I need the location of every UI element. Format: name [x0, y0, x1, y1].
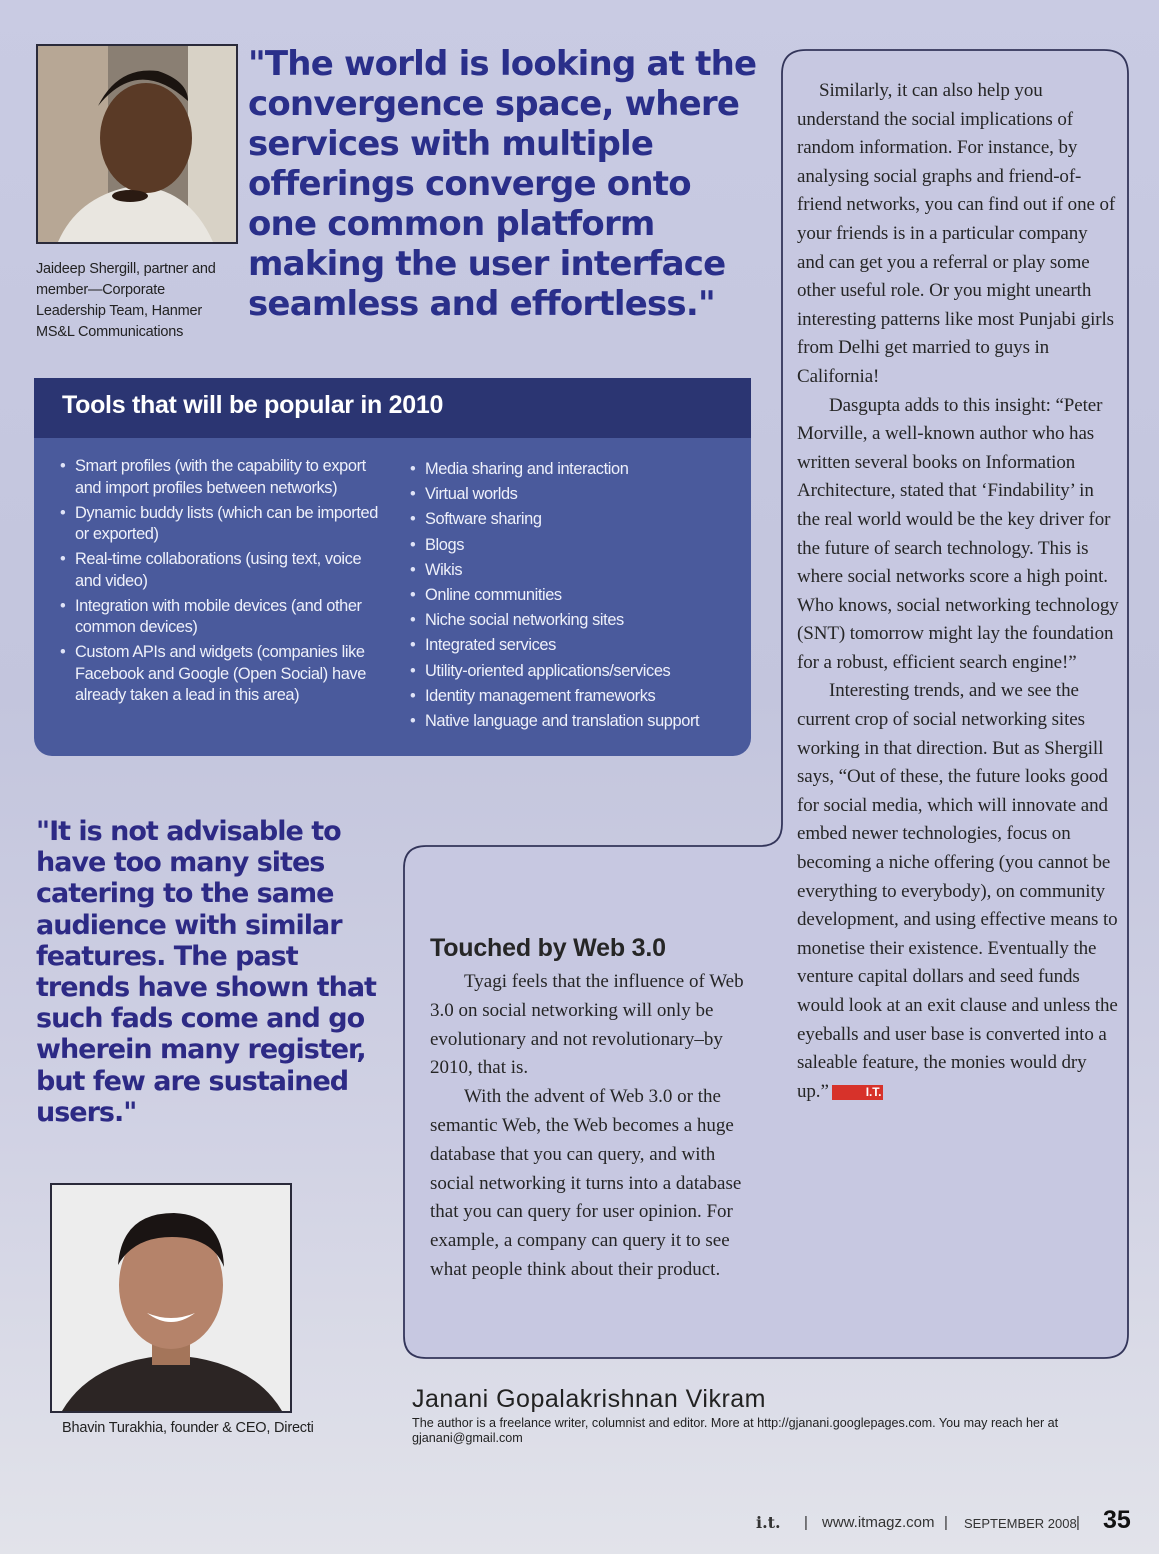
list-item: • Custom APIs and widgets (companies like Facebook and Google (Open Social) have already taken a lead in this area)	[60, 642, 380, 707]
bottom-pull-quote: "It is not advisable to have too many sites catering to the same audience with similar features. The past trends have shown that such fads come and go wherein many register, but few are sustained users."	[36, 816, 376, 1128]
list-item: • Integrated services	[410, 635, 740, 657]
author-name: Janani Gopalakrishnan Vikram	[412, 1385, 767, 1413]
list-item: • Real-time collaborations (using text, voice and video)	[60, 549, 380, 592]
list-item: • Software sharing	[410, 509, 740, 531]
list-item: • Identity management frameworks	[410, 686, 740, 708]
footer-separator: |	[804, 1514, 808, 1531]
tools-list-left	[60, 456, 380, 710]
paragraph: With the advent of Web 3.0 or the semantic Web, the Web becomes a huge database that you can query, and with social networking it turns into a database that you can query for user opinion. For example, a company can query it to see what people think about their product.	[430, 1086, 742, 1280]
list-item: • Blogs	[410, 535, 740, 557]
footer-url[interactable]: www.itmagz.com	[822, 1514, 935, 1531]
top-photo-caption: Jaideep Shergill, partner and member—Corporate Leadership Team, Hanmer MS&L Communications	[36, 261, 216, 340]
jaideep-shergill-photo	[36, 44, 238, 244]
footer-separator: |	[1076, 1514, 1080, 1531]
footer-date: SEPTEMBER 2008	[964, 1516, 1077, 1531]
paragraph	[797, 677, 1119, 1106]
paragraph: Similarly, it can also help you understand the social implications of random information. For instance, by analysing social graphs and friend-of-friend networks, you can find out if one of your friends is in a particular company and can get you a referral or play some other useful role. Or you might unearth interesting patterns like most Punjabi girls from Delhi get married to guys in California!	[797, 80, 1116, 387]
paragraph-text: Interesting trends, and we see the current crop of social networking sites working in that direction. But as Shergill says, “Out of these, the future looks good for social media, which will innovate and embed newer technologies, focus on becoming a niche offering (you cannot be everything to everybody), on community development, and using effective means to monetise their existence. Eventually the venture capital dollars and seed funds would look at an exit clause and unless the eyeballs and user base is converted into a saleable feature, the monies would dry up.”	[797, 680, 1118, 1102]
list-item: • Virtual worlds	[410, 484, 740, 506]
right-column-text	[797, 77, 1119, 1106]
list-item: • Native language and translation support	[410, 711, 740, 733]
footer-separator: |	[944, 1514, 948, 1531]
page-number: 35	[1103, 1506, 1131, 1534]
top-pull-quote: "The world is looking at the convergence space, where services with multiple offerings converge onto one common platform making the user interface seamless and effortless."	[248, 44, 757, 324]
footer-brand: i.t.	[756, 1513, 781, 1532]
paragraph: Dasgupta adds to this insight: “Peter Morville, a well-known author who has written several books on Information Architecture, stated that ‘Findability’ in the real world would be the key driver for the future of search technology. This is where social networks score a high point. Who knows, social networking technology (SNT) tomorrow might lay the foundation for a robust, efficient search engine!”	[797, 394, 1119, 673]
bhavin-turakhia-photo	[50, 1183, 292, 1413]
list-item: • Online communities	[410, 585, 740, 607]
tools-box-title: Tools that will be popular in 2010	[34, 378, 751, 438]
list-item: • Utility-oriented applications/services	[410, 661, 740, 683]
tools-box	[34, 378, 751, 756]
list-item: • Niche social networking sites	[410, 610, 740, 632]
list-item: • Integration with mobile devices (and other common devices)	[60, 596, 380, 639]
page-footer	[756, 1508, 1136, 1538]
end-mark-icon: I.T.	[832, 1085, 884, 1100]
list-item: • Wikis	[410, 560, 740, 582]
list-item: • Dynamic buddy lists (which can be imported or exported)	[60, 503, 380, 546]
tools-list-right	[410, 459, 740, 736]
paragraph: Tyagi feels that the influence of Web 3.0 on social networking will only be evolutionary and not revolutionary–by 2010, that is.	[430, 971, 744, 1079]
bottom-photo-caption: Bhavin Turakhia, founder & CEO, Directi	[62, 1420, 314, 1436]
web3-section	[430, 932, 750, 1285]
section-heading: Touched by Web 3.0	[430, 934, 666, 962]
list-item: • Smart profiles (with the capability to export and import profiles between networks)	[60, 456, 380, 499]
author-bio: The author is a freelance writer, columnist and editor. More at http://gjanani.googlepages.com. You may reach her at gjanani@gmail.com	[412, 1416, 1059, 1445]
list-item: • Media sharing and interaction	[410, 459, 740, 481]
